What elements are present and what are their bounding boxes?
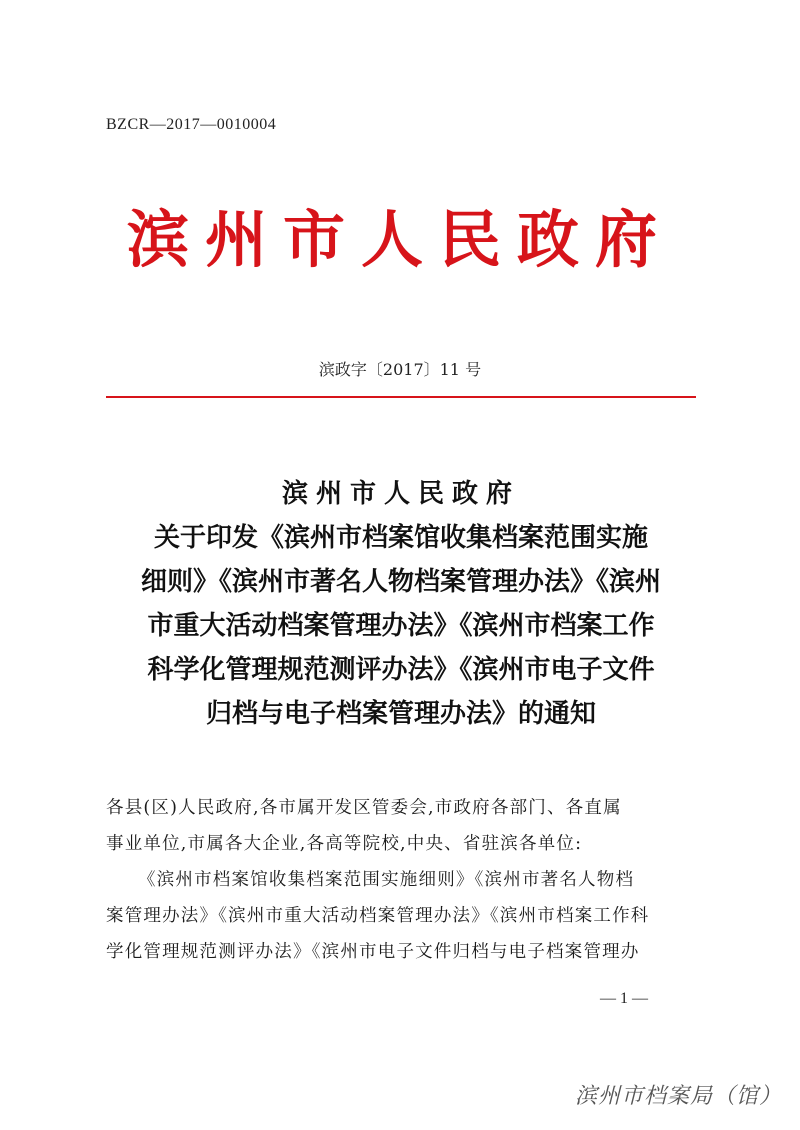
body-paragraph [106, 862, 698, 970]
issuer-heading: 滨州市人民政府 [126, 203, 673, 276]
document-number: 滨政字〔2017〕11 号 [318, 360, 482, 379]
source-watermark: 滨州市档案局（馆） [574, 1084, 782, 1109]
paragraph-line: 《滨州市档案馆收集档案范围实施细则》《滨州市著名人物档 [138, 870, 635, 890]
title-line: 归档与电子档案管理办法》的通知 [205, 699, 596, 729]
page-number: — 1 — [600, 990, 648, 1007]
addressee-line: 各县(区)人民政府,各市属开发区管委会,市政府各部门、各直属 [106, 798, 622, 818]
title-line: 科学化管理规范测评办法》《滨州市电子文件 [147, 655, 655, 685]
paragraph-line: 学化管理规范测评办法》《滨州市电子文件归档与电子档案管理办 [106, 942, 640, 962]
red-divider-line [106, 396, 696, 398]
document-code: BZCR—2017—0010004 [106, 116, 277, 133]
addressee-line: 事业单位,市属各大企业,各高等院校,中央、省驻滨各单位: [106, 834, 583, 854]
title-line: 滨州市人民政府 [281, 479, 520, 509]
title-line: 市重大活动档案管理办法》《滨州市档案工作 [147, 611, 655, 641]
addressee [106, 790, 698, 862]
notice-title [106, 472, 696, 736]
paragraph-line: 案管理办法》《滨州市重大活动档案管理办法》《滨州市档案工作科 [106, 906, 650, 926]
title-line: 关于印发《滨州市档案馆收集档案范围实施 [153, 523, 648, 553]
title-line: 细则》《滨州市著名人物档案管理办法》《滨州 [140, 567, 661, 597]
